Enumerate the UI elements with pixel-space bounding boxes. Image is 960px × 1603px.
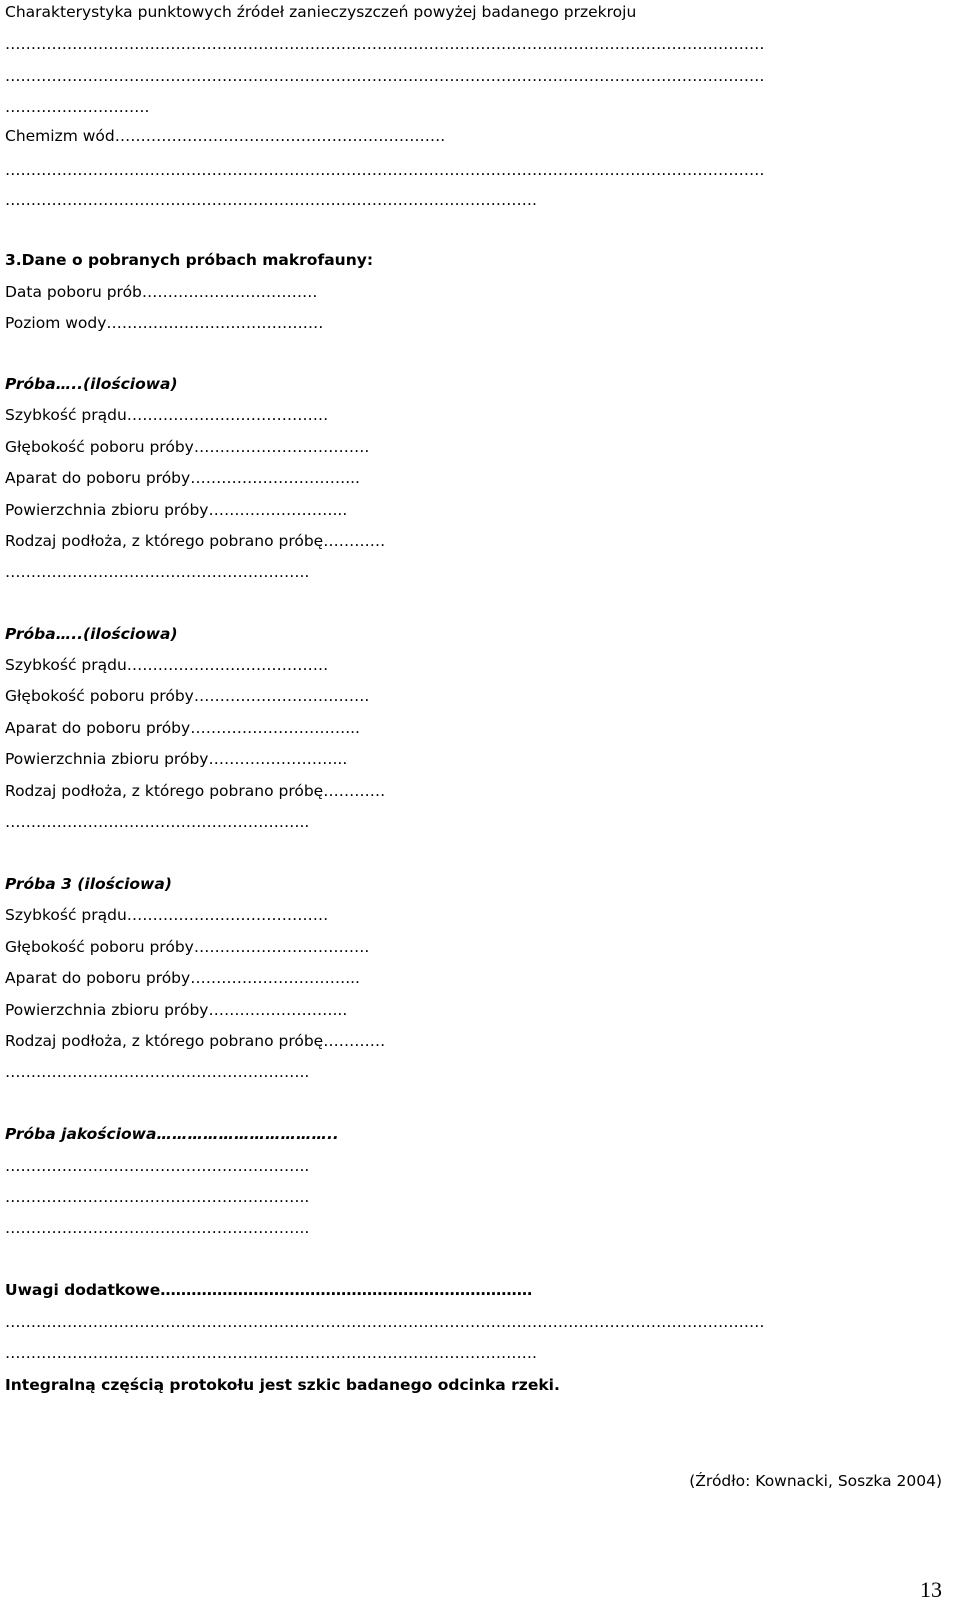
dotted-fill-line: ………………………………………………….. <box>5 1188 310 1206</box>
field-sampling-area: Powierzchnia zbioru próby……………………... <box>5 750 348 768</box>
field-substrate-type: Rodzaj podłoża, z którego pobrano próbę………… <box>5 1032 386 1050</box>
sample-1-title: Próba…..(ilościowa) <box>5 375 178 393</box>
dotted-fill-line: ………………………………………………………………………………………………………………………………… <box>5 1313 765 1331</box>
dotted-fill-line: ………………………………………………………………………………………………………………………………… <box>5 161 765 179</box>
section-title-macrofauna: 3.Dane o pobranych próbach makrofauny: <box>5 251 374 269</box>
field-sampling-device: Aparat do poboru próby…………………………... <box>5 469 360 487</box>
field-sampling-depth: Głębokość poboru próby……………………………. <box>5 687 370 705</box>
field-current-speed: Szybkość prądu………………………………… <box>5 656 329 674</box>
page-number: 13 <box>920 1577 942 1602</box>
heading-point-sources: Charakterystyka punktowych źródeł zanieczyszczeń powyżej badanego przekroju <box>5 3 637 21</box>
field-water-level: Poziom wody…………………………………… <box>5 314 324 332</box>
dotted-fill-line: ………………………………………………………………………………………………………………………………… <box>5 35 765 53</box>
field-sampling-depth: Głębokość poboru próby……………………………. <box>5 938 370 956</box>
dotted-fill-line: ………………………………………………………………………………………………………………………………… <box>5 67 765 85</box>
additional-remarks-title: Uwagi dodatkowe……………………………………………………………… <box>5 1281 533 1299</box>
field-substrate-type: Rodzaj podłoża, z którego pobrano próbę………… <box>5 532 386 550</box>
qualitative-sample-title: Próba jakościowa…………………………….. <box>5 1125 339 1143</box>
sample-3-title: Próba 3 (ilościowa) <box>5 875 172 893</box>
dotted-fill-line: …………………………………………………………………………………………. <box>5 191 537 209</box>
sample-2-title: Próba…..(ilościowa) <box>5 625 178 643</box>
field-sampling-date: Data poboru prób……………………………. <box>5 283 318 301</box>
field-sampling-area: Powierzchnia zbioru próby……………………... <box>5 1001 348 1019</box>
dotted-fill-line: ………………………. <box>5 98 150 116</box>
field-sampling-depth: Głębokość poboru próby……………………………. <box>5 438 370 456</box>
dotted-fill-line: ………………………………………………….. <box>5 563 310 581</box>
dotted-fill-line: ………………………………………………….. <box>5 1219 310 1237</box>
field-substrate-type: Rodzaj podłoża, z którego pobrano próbę………… <box>5 782 386 800</box>
dotted-fill-line: ………………………………………………….. <box>5 1157 310 1175</box>
protocol-note: Integralną częścią protokołu jest szkic badanego odcinka rzeki. <box>5 1376 560 1394</box>
dotted-fill-line: ………………………………………………….. <box>5 1063 310 1081</box>
field-water-chemistry: Chemizm wód………………………………………………………. <box>5 127 446 145</box>
field-sampling-device: Aparat do poboru próby…………………………... <box>5 969 360 987</box>
field-sampling-device: Aparat do poboru próby…………………………... <box>5 719 360 737</box>
source-citation: (Źródło: Kownacki, Soszka 2004) <box>689 1472 942 1490</box>
field-current-speed: Szybkość prądu………………………………… <box>5 906 329 924</box>
field-sampling-area: Powierzchnia zbioru próby……………………... <box>5 501 348 519</box>
dotted-fill-line: ………………………………………………….. <box>5 813 310 831</box>
dotted-fill-line: …………………………………………………………………………………………. <box>5 1344 537 1362</box>
field-current-speed: Szybkość prądu………………………………… <box>5 406 329 424</box>
